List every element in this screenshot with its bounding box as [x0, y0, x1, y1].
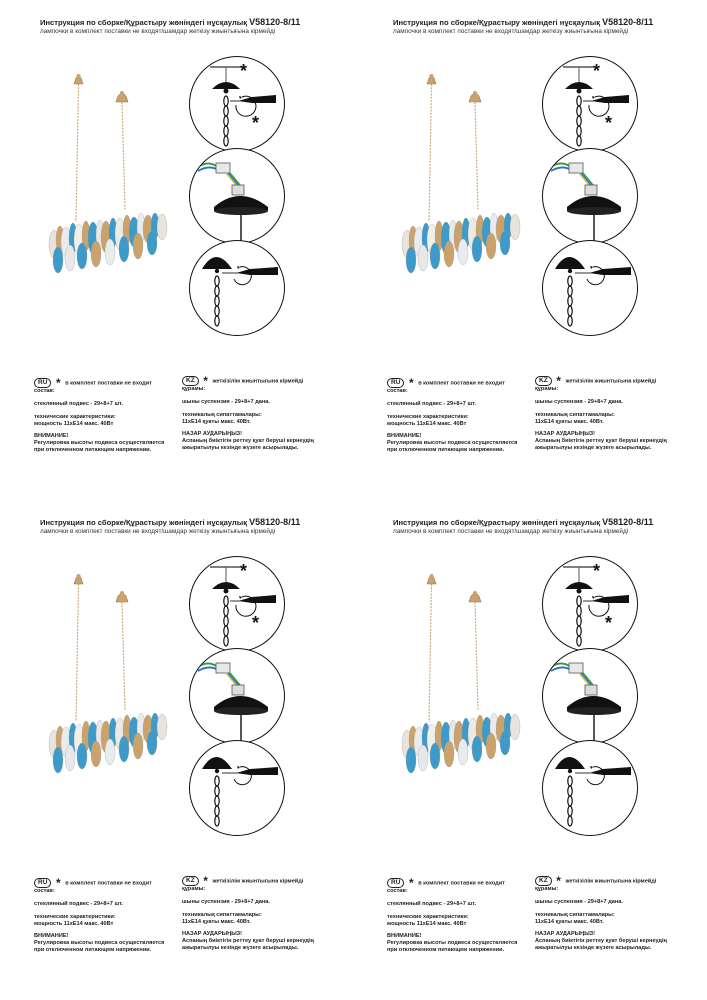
sheet-subtitle: лампочки в комплект поставки не входят/шамдар жеткізу жиынтығына кірмейді: [393, 528, 629, 535]
kz-warning-line-2: ажыратылуы кезінде жүзеге асырылады.: [182, 445, 299, 451]
ru-composition: стеклянный подвес - 29+8+7 шт.: [387, 401, 476, 407]
ru-language-badge: RU: [387, 378, 404, 388]
svg-text:*: *: [240, 561, 248, 581]
chandelier-illustration: [399, 572, 524, 802]
ru-warning-line-2: при отключенном питающем напряжении.: [34, 447, 152, 453]
kz-warning-line-2: ажыратылуы кезінде жүзеге асырылады.: [182, 945, 299, 951]
ru-tech-label: технические характеристики:: [34, 914, 116, 920]
sheet-subtitle: лампочки в комплект поставки не входят/шамдар жеткізу жиынтығына кірмейді: [40, 528, 276, 535]
kz-warning-line-1: Аспаның биіктігін реттеу қуат беруші кернеудің: [535, 938, 667, 944]
svg-text:*: *: [240, 61, 248, 81]
asterisk-icon: *: [408, 876, 414, 890]
kz-warning-label: НАЗАР АУДАРЫҢЫЗ!: [182, 931, 243, 937]
step-2-wiring-diagram: [542, 648, 638, 744]
kz-instructions: [182, 376, 342, 452]
sheet-subtitle: лампочки в комплект поставки не входят/шамдар жеткізу жиынтығына кірмейді: [393, 28, 629, 35]
chandelier-illustration: [46, 572, 171, 802]
kz-tech-label: техникалық сипаттамалары:: [182, 412, 262, 418]
sheet-title: Инструкция по сборке/Құрастыру жөніндегі нұсқаулық V58120-8/11: [40, 517, 301, 527]
kz-not-included-note: жеткізілім жиынтығына кірмейді: [212, 378, 304, 385]
ru-tech: мощность 11хЕ14 макс. 40Вт: [34, 921, 114, 927]
instruction-sheet: [353, 0, 706, 500]
model-number: V58120-8/11: [602, 517, 654, 527]
sheet-header: [40, 18, 350, 36]
kz-not-included-note: жеткізілім жиынтығына кірмейді: [565, 378, 657, 385]
kz-composition-label: құрамы:: [182, 886, 206, 892]
kz-tech: 11хЕ14 қуаты макс. 40Вт.: [182, 919, 251, 925]
kz-instructions: [182, 876, 342, 952]
instruction-sheet: [0, 0, 353, 500]
sheet-header: [393, 518, 703, 536]
ru-tech: мощность 11хЕ14 макс. 40Вт: [387, 421, 467, 427]
kz-warning-line-1: Аспаның биіктігін реттеу қуат беруші кернеудің: [182, 938, 314, 944]
ru-tech-label: технические характеристики:: [34, 414, 116, 420]
kz-not-included-note: жеткізілім жиынтығына кірмейді: [212, 878, 304, 885]
kz-composition-label: құрамы:: [535, 386, 559, 392]
ru-instructions: [387, 878, 527, 954]
ru-instructions: [34, 378, 174, 454]
ru-warning-label: ВНИМАНИЕ!: [34, 433, 69, 439]
kz-warning-line-1: Аспаның биіктігін реттеу қуат беруші кернеудің: [535, 438, 667, 444]
kz-composition: шыны суспензия - 29+8+7 дана.: [535, 899, 623, 905]
ru-warning-label: ВНИМАНИЕ!: [387, 433, 422, 439]
ru-composition-label: состав:: [387, 888, 408, 894]
asterisk-icon: *: [556, 374, 561, 388]
kz-warning-label: НАЗАР АУДАРЫҢЫЗ!: [182, 431, 243, 437]
ru-tech: мощность 11хЕ14 макс. 40Вт: [34, 421, 114, 427]
model-number: V58120-8/11: [249, 17, 301, 27]
ru-instructions: [387, 378, 527, 454]
step-3-height-adjust-diagram: [542, 740, 638, 836]
kz-tech-label: техникалық сипаттамалары:: [182, 912, 262, 918]
kz-tech: 11хЕ14 қуаты макс. 40Вт.: [182, 419, 251, 425]
kz-composition-label: құрамы:: [182, 386, 206, 392]
ru-composition: стеклянный подвес - 29+8+7 шт.: [387, 901, 476, 907]
ru-warning-label: ВНИМАНИЕ!: [34, 933, 69, 939]
model-number: V58120-8/11: [602, 17, 654, 27]
ru-language-badge: RU: [34, 378, 51, 388]
ru-warning-line-1: Регулировка высоты подвеса осуществляется: [34, 440, 165, 446]
ru-language-badge: RU: [387, 878, 404, 888]
kz-tech: 11хЕ14 қуаты макс. 40Вт.: [535, 419, 604, 425]
ru-composition: стеклянный подвес - 29+8+7 шт.: [34, 401, 123, 407]
kz-composition: шыны суспензия - 29+8+7 дана.: [182, 899, 270, 905]
kz-tech-label: техникалық сипаттамалары:: [535, 912, 615, 918]
instruction-sheet: [353, 500, 706, 1000]
kz-composition: шыны суспензия - 29+8+7 дана.: [535, 399, 623, 405]
ru-composition: стеклянный подвес - 29+8+7 шт.: [34, 901, 123, 907]
sheet-header: [393, 18, 703, 36]
kz-warning-label: НАЗАР АУДАРЫҢЫЗ!: [535, 931, 596, 937]
ru-warning-line-2: при отключенном питающем напряжении.: [34, 947, 152, 953]
model-number: V58120-8/11: [249, 517, 301, 527]
step-1-ceiling-mount-diagram: [189, 556, 285, 652]
sheet-title: Инструкция по сборке/Құрастыру жөніндегі нұсқаулық V58120-8/11: [393, 517, 654, 527]
kz-tech: 11хЕ14 қуаты макс. 40Вт.: [535, 919, 604, 925]
sheet-title: Инструкция по сборке/Құрастыру жөніндегі нұсқаулық V58120-8/11: [393, 17, 654, 27]
kz-language-badge: KZ: [182, 876, 199, 886]
kz-language-badge: KZ: [182, 376, 199, 386]
step-2-wiring-diagram: [189, 648, 285, 744]
kz-language-badge: KZ: [535, 876, 552, 886]
ru-not-included-note: в комплект поставки не входит: [418, 380, 505, 387]
svg-text:*: *: [605, 113, 613, 133]
kz-warning-line-1: Аспаның биіктігін реттеу қуат беруші кернеудің: [182, 438, 314, 444]
asterisk-icon: *: [203, 874, 208, 888]
ru-composition-label: состав:: [34, 388, 55, 394]
kz-instructions: [535, 876, 695, 952]
kz-composition: шыны суспензия - 29+8+7 дана.: [182, 399, 270, 405]
ru-tech-label: технические характеристики:: [387, 914, 469, 920]
step-1-ceiling-mount-diagram: [189, 56, 285, 152]
svg-text:*: *: [605, 613, 613, 633]
asterisk-icon: *: [556, 874, 561, 888]
kz-warning-label: НАЗАР АУДАРЫҢЫЗ!: [535, 431, 596, 437]
ru-warning-line-1: Регулировка высоты подвеса осуществляется: [34, 940, 165, 946]
ru-warning-line-2: при отключенном питающем напряжении.: [387, 447, 505, 453]
ru-composition-label: состав:: [387, 388, 408, 394]
kz-warning-line-2: ажыратылуы кезінде жүзеге асырылады.: [535, 945, 652, 951]
svg-text:*: *: [252, 613, 260, 633]
ru-warning-line-1: Регулировка высоты подвеса осуществляется: [387, 440, 518, 446]
sheet-header: [40, 518, 350, 536]
ru-not-included-note: в комплект поставки не входит: [65, 880, 152, 887]
svg-text:*: *: [593, 561, 601, 581]
step-2-wiring-diagram: [542, 148, 638, 244]
asterisk-icon: *: [203, 374, 208, 388]
ru-tech-label: технические характеристики:: [387, 414, 469, 420]
ru-language-badge: RU: [34, 878, 51, 888]
ru-not-included-note: в комплект поставки не входит: [418, 880, 505, 887]
instruction-sheet: [0, 500, 353, 1000]
asterisk-icon: *: [55, 876, 61, 890]
step-1-ceiling-mount-diagram: [542, 556, 638, 652]
ru-warning-line-2: при отключенном питающем напряжении.: [387, 947, 505, 953]
ru-not-included-note: в комплект поставки не входит: [65, 380, 152, 387]
ru-tech: мощность 11хЕ14 макс. 40Вт: [387, 921, 467, 927]
sheet-subtitle: лампочки в комплект поставки не входят/шамдар жеткізу жиынтығына кірмейді: [40, 28, 276, 35]
ru-composition-label: состав:: [34, 888, 55, 894]
asterisk-icon: *: [55, 376, 61, 390]
chandelier-illustration: [46, 72, 171, 302]
svg-text:*: *: [593, 61, 601, 81]
kz-warning-line-2: ажыратылуы кезінде жүзеге асырылады.: [535, 445, 652, 451]
kz-language-badge: KZ: [535, 376, 552, 386]
step-3-height-adjust-diagram: [189, 740, 285, 836]
ru-warning-label: ВНИМАНИЕ!: [387, 933, 422, 939]
step-1-ceiling-mount-diagram: [542, 56, 638, 152]
step-3-height-adjust-diagram: [542, 240, 638, 336]
step-3-height-adjust-diagram: [189, 240, 285, 336]
step-2-wiring-diagram: [189, 148, 285, 244]
asterisk-icon: *: [408, 376, 414, 390]
svg-text:*: *: [252, 113, 260, 133]
ru-instructions: [34, 878, 174, 954]
kz-instructions: [535, 376, 695, 452]
kz-tech-label: техникалық сипаттамалары:: [535, 412, 615, 418]
sheet-title: Инструкция по сборке/Құрастыру жөніндегі нұсқаулық V58120-8/11: [40, 17, 301, 27]
chandelier-illustration: [399, 72, 524, 302]
kz-composition-label: құрамы:: [535, 886, 559, 892]
kz-not-included-note: жеткізілім жиынтығына кірмейді: [565, 878, 657, 885]
ru-warning-line-1: Регулировка высоты подвеса осуществляется: [387, 940, 518, 946]
